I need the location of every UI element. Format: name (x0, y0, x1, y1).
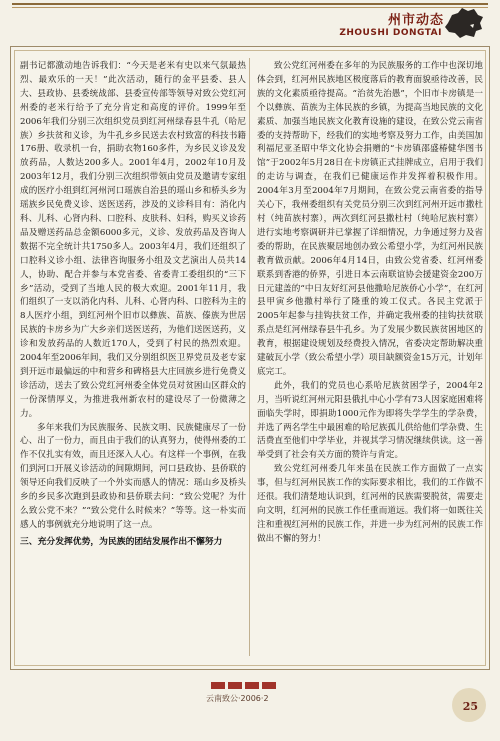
paragraph: 致公党红河州委在多年的为民族服务的工作中也深切地体会到，红河州民族地区极度落后的教育面貌亟待改善，民族的文化素质亟待提高。“治贫先治愚”，个旧市卡房镇是一个以彝族、苗族为主体民族的乡镇，为提高当地民族的文化素质、加强当地民族文化教育设施的建设，在致公党云南省委的支持帮助下，经我们的实地考察及努力工作，由美国加利福尼亚圣昭中华文化协会捐赠的“卡房镇邵盛椿健华图书馆”于2002年5月28日在卡房镇正式挂牌成立，启用于我们的走访与调查，在我们已健康运作并发挥着积极作用。2004年3月至2004年7月期间，在致公党云南省委的指导关心下，我州委组织有关党员分别三次到红河州开远市撒杜村（纯苗族村寨），两次到红河县撒杜村（纯哈尼族村寨）进行实地考察调研并已掌握了详细情况，力争通过努力及省委的帮助，在民族聚居地创办致公希望小学，为红河州民族教育做贡献。2006年4月14日，由致公党省委、红河州委联系到香港的侨界，引进日本云南联谊协会援建资金200万日元建盖的“中日友好红河县他撒哈尼族侨心小学”，在红河县甲寅乡他撒村举行了隆重的竣工仪式。各民主党派于2005年起参与挂钩扶贫工作，并确定我州委的挂钩扶贫联系点是红河州绿春县牛孔乡。为了发展少数民族贫困地区的教育，根据建设规划及经费投入情况，省委决定帮助解决重建破瓦小学（致公希望小学）项目缺额资金15万元，计划年底完工。 (257, 61, 483, 377)
paragraph: 副书记都激动地告诉我们：“今天是老米有史以来气氛最热烈、最欢乐的一天！”此次活动，随行的金平县委、县人大、县政协、县委统战部、县委宣传部等领导对致公党红河州委的老米行给予了充分肯定和高度的评价。1999年至2006年我们分别三次组织党员到红河州绿春县牛孔（哈尼族）乡扶贫和义诊，为牛孔乡乡民送去农村致富的科技书籍176册、收录机一台，捐助衣物160多件，为乡民义诊及发放药品，人数达200多人。2001年4月，2002年10月及2003年12月，我们分别三次组织带领由党员及邀请专家组成的医疗小组到红河州河口瑶族自治县的瑶山乡和桥头乡为瑶族乡民免费义诊、送医送药，涉及的义诊科目有：消化内科、儿科、心肾内科、口腔科、皮肤科、妇科，购买义诊药品及赠送药品总金额6000多元，义诊、发放药品及咨询人数据不完全统计共1750多人。2003年4月，我们还组织了口腔科义诊小组、法律咨询服务小组及文艺演出人员共14人，协助、配合并参与本党省委、省委青工委组织的“三下乡”活动，受到了当地人民的极大欢迎。2001年11月，我们组织了一支以消化内科、儿科、心肾内科、口腔科为主的8人医疗小组，到红河州个旧市以彝族、苗族、傣族为世居民族的卡房乡为广大乡亲们送医送药，为他们送医送药，义诊和发放药品的人数近170人，受到了村民的热烈欢迎。2004年至2006年间，我们又分别组织医卫界党员及老专家到开远市最偏远的中和营乡和碑格县大庄回族乡进行免费义诊活动，送去了致公党红河州委全体党员对贫困山区群众的一份深情厚义，为推进我州新农村的建设尽了一份微薄之力。 (20, 61, 246, 419)
header-rule-thin (12, 7, 488, 8)
page-number: 25 (462, 700, 478, 713)
right-column (257, 60, 483, 547)
paragraph: 致公党红河州委几年来虽在民族工作方面做了一点实事，但与红河州民族工作的实际要求相比，我们的工作做不还很。我们清楚地认识到，红河州的民族需要脱贫，需要走向文明，红河州的民族工作任重而道远。我们将一如既往关注和重视红河州的民族工作，并进一步为红河州的民族工作做出不懈的努力！ (257, 464, 483, 544)
journal-issue: 云南致公·2006·2 (206, 694, 269, 703)
header-rule (12, 3, 488, 5)
rubric-title: 州市动态 (387, 13, 444, 28)
rubric-title-english: ZHOUSHI DONGTAI (339, 28, 442, 38)
yunnan-map-icon (440, 5, 486, 41)
section-heading: 三、充分发挥优势，为民族的团结发展作出不懈努力 (20, 536, 223, 547)
left-column (20, 60, 246, 549)
column-divider (249, 58, 250, 656)
paragraph: 此外，我们的党员也心系哈尼族贫困学子，2004年2月，当听说红河州元阳县俄扎中心小学有73人因家庭困难将面临失学时，即捐助1000元作为即将失学学生的学杂费，并选了两名学生中最困难的哈尼族孤儿供给他们学杂费、生活费直至他们中学毕业，并视其学习情况继续供读。这一善举受到了社会有关方面的赞许与肯定。 (257, 380, 483, 461)
paragraph: 多年来我们为民族服务、民族文明、民族健康尽了一份心、出了一份力，而且由于我们的认真努力，使得州委的工作不仅扎实有效，而且还深入人心。有这样一个事例，在我们到河口开展义诊活动的间隙期间，河口县政协、县侨联的领导还向我们反映了一个外实而感人的情况：瑶山乡及桥头乡的乡民多次跑到县政协和县侨联去问：“致公党呢？为什么致公党不来？”“致公党什么时候来？”等等。这一朴实而感人的事例就充分地说明了这一点。 (20, 422, 246, 530)
footer-decoration (211, 682, 276, 690)
